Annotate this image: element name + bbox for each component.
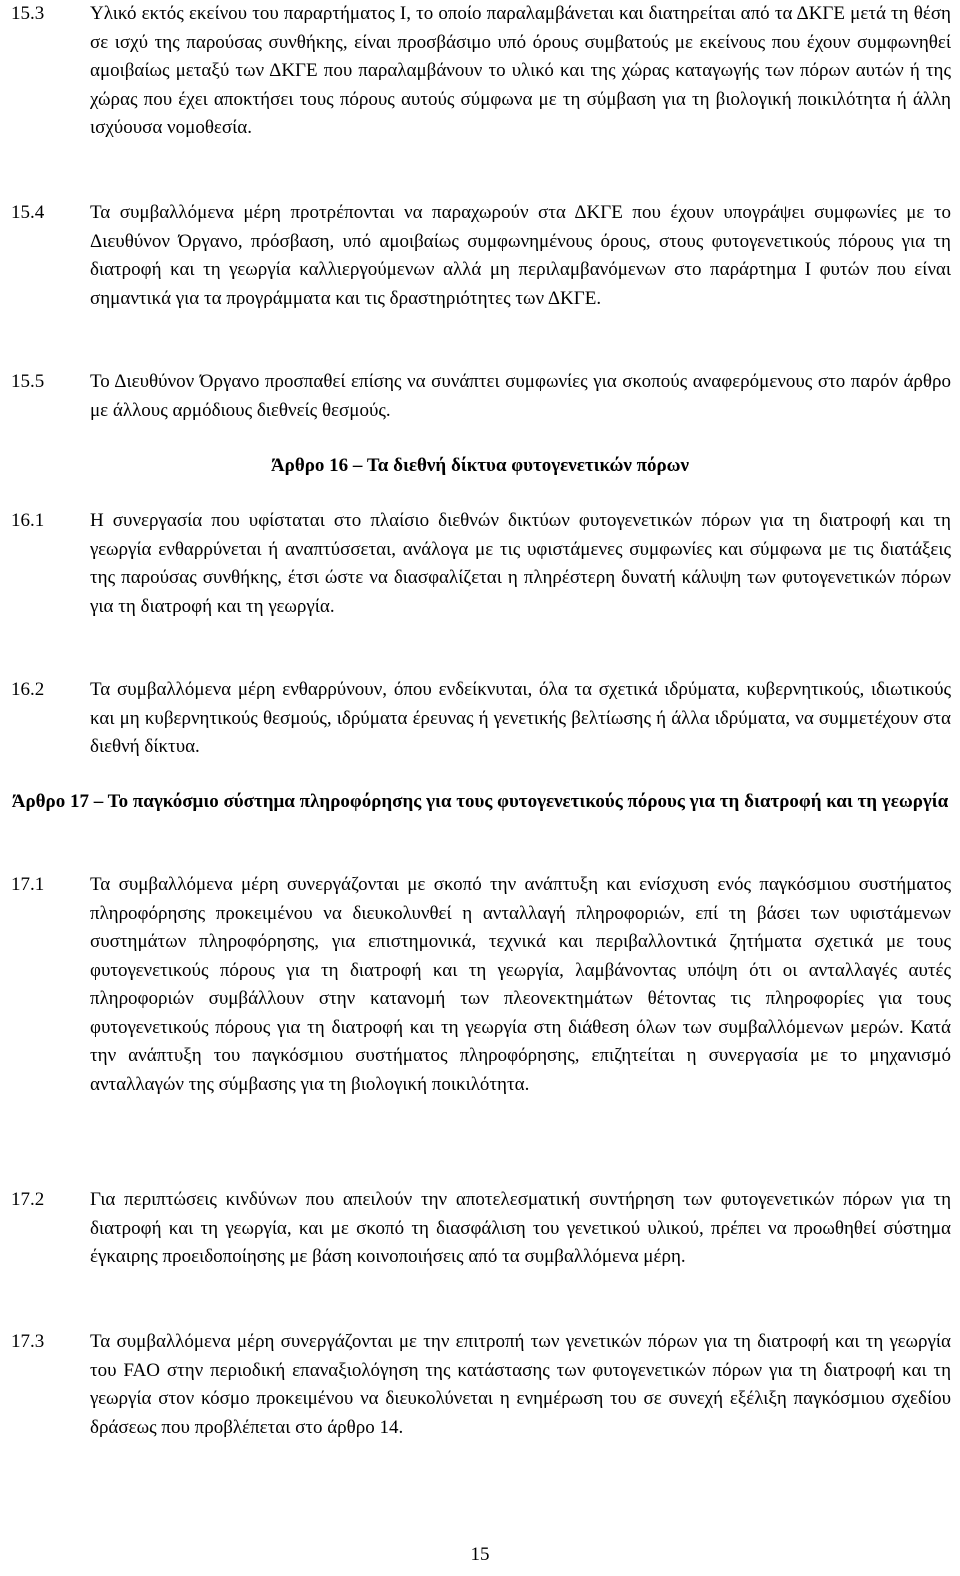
paragraph-17-3	[11, 1328, 951, 1442]
paragraph-number: 15.3	[11, 3, 45, 24]
paragraph-15-4	[11, 199, 951, 313]
paragraph-15-3	[11, 0, 951, 143]
paragraph-17-1	[11, 871, 951, 1099]
paragraph-17-2	[11, 1186, 951, 1272]
paragraph-number: 15.4	[11, 202, 45, 223]
paragraph-16-2	[11, 676, 951, 762]
article-16-heading: Άρθρο 16 – Τα διεθνή δίκτυα φυτογενετικών πόρων	[270, 455, 690, 476]
paragraph-text: Η συνεργασία που υφίσταται στο πλαίσιο διεθνών δικτύων φυτογενετικών πόρων για τη διατροφή και τη γεωργία ενθαρρύνεται ή αναπτύσσεται, ανάλογα με τις υφιστάμενες συμφωνίες και σύμφωνα με τις διατάξεις της παρούσας συνθήκης, έτσι ώστε να διασφαλίζεται η πληρέστερη δυνατή κάλυψη των φυτογενετικών πόρων για τη διατροφή και τη γεωργία.	[90, 510, 951, 617]
paragraph-number: 16.1	[11, 510, 45, 531]
article-17-heading: Άρθρο 17 – Το παγκόσμιο σύστημα πληροφόρησης για τους φυτογενετικούς πόρους για τη διατροφή και τη γεωργία	[11, 791, 949, 812]
paragraph-number: 17.3	[11, 1331, 45, 1352]
paragraph-text: Τα συμβαλλόμενα μέρη συνεργάζονται με σκοπό την ανάπτυξη και ενίσχυση ενός παγκόσμιου συστήματος πληροφόρησης προκειμένου να διευκολυνθεί η ανταλλαγή πληροφοριών, επί τη βάσει των υφιστάμενων συστημάτων πληροφόρησης, για επιστημονικά, τεχνικά και περιβαλλοντικά ζητήματα σχετικά με τους φυτογενετικούς πόρους για τη διατροφή και τη γεωργία, λαμβάνοντας υπόψη ότι οι ανταλλαγές αυτές πληροφοριών συμβάλλουν στην κατανομή των πλεονεκτημάτων θέτοντας τις πληροφορίες για τους φυτογενετικούς πόρους για τη διατροφή και τη γεωργία στη διάθεση όλων των συμβαλλόμενων μερών. Κατά την ανάπτυξη του παγκόσμιου συστήματος πληροφόρησης, επιζητείται η συνεργασία με το μηχανισμό ανταλλαγών της σύμβασης για τη βιολογική ποικιλότητα.	[90, 874, 951, 1095]
paragraph-number: 16.2	[11, 679, 45, 700]
paragraph-text: Τα συμβαλλόμενα μέρη ενθαρρύνουν, όπου ενδείκνυται, όλα τα σχετικά ιδρύματα, κυβερνητικούς, ιδιωτικούς και μη κυβερνητικούς θεσμούς, ιδρύματα έρευνας ή γενετικής βελτίωσης ή άλλα ιδρύματα, να συμμετέχουν στα διεθνή δίκτυα.	[90, 679, 951, 757]
paragraph-text: Το Διευθύνον Όργανο προσπαθεί επίσης να συνάπτει συμφωνίες για σκοπούς αναφερόμενους στο παρόν άρθρο με άλλους αρμόδιους διεθνείς θεσμούς.	[90, 371, 951, 421]
paragraph-text: Υλικό εκτός εκείνου του παραρτήματος Ι, το οποίο παραλαμβάνεται και διατηρείται από τα ΔΚΓΕ μετά τη θέση σε ισχύ της παρούσας συνθήκης, είναι προσβάσιμο υπό όρους συμβατούς με εκείνους που έχουν συμφωνηθεί αμοιβαίως μεταξύ των ΔΚΓΕ που παραλαμβάνουν το υλικό και της χώρας καταγωγής των πόρων αυτών ή της χώρας που έχει αποκτήσει τους πόρους αυτούς σύμφωνα με τη σύμβαση για τη βιολογική ποικιλότητα ή άλλη ισχύουσα νομοθεσία.	[90, 3, 951, 138]
paragraph-number: 17.1	[11, 874, 45, 895]
paragraph-text: Τα συμβαλλόμενα μέρη συνεργάζονται με την επιτροπή των γενετικών πόρων για τη διατροφή και τη γεωργία του FAO στην περιοδική επαναξιολόγηση της κατάστασης των φυτογενετικών πόρων για τη διατροφή και τη γεωργία στον κόσμο προκειμένου να διευκολύνεται η ενημέρωση του σε συνεχή εξέλιξη παγκόσμιου σχεδίου δράσεως που προβλέπεται στο άρθρο 14.	[90, 1331, 951, 1438]
paragraph-15-5	[11, 368, 951, 425]
paragraph-number: 17.2	[11, 1189, 45, 1210]
paragraph-16-1	[11, 507, 951, 621]
page-number: 15	[470, 1544, 490, 1565]
paragraph-number: 15.5	[11, 371, 45, 392]
paragraph-text: Για περιπτώσεις κινδύνων που απειλούν την αποτελεσματική συντήρηση των φυτογενετικών πόρων για τη διατροφή και τη γεωργία, και με σκοπό τη διασφάλιση του γενετικού υλικού, πρέπει να προωθηθεί σύστημα έγκαιρης προειδοποίησης με βάση κοινοποιήσεις από τα συμβαλλόμενα μέρη.	[90, 1189, 951, 1267]
paragraph-text: Τα συμβαλλόμενα μέρη προτρέπονται να παραχωρούν στα ΔΚΓΕ που έχουν υπογράψει συμφωνίες με το Διευθύνον Όργανο, πρόσβαση, υπό αμοιβαίως συμφωνημένους όρους, στους φυτογενετικούς πόρους για τη διατροφή και τη γεωργία καλλιεργούμενων αλλά μη περιλαμβανόμενων στο παράρτημα Ι φυτών που είναι σημαντικά για τα προγράμματα και τις δραστηριότητες των ΔΚΓΕ.	[90, 202, 951, 309]
